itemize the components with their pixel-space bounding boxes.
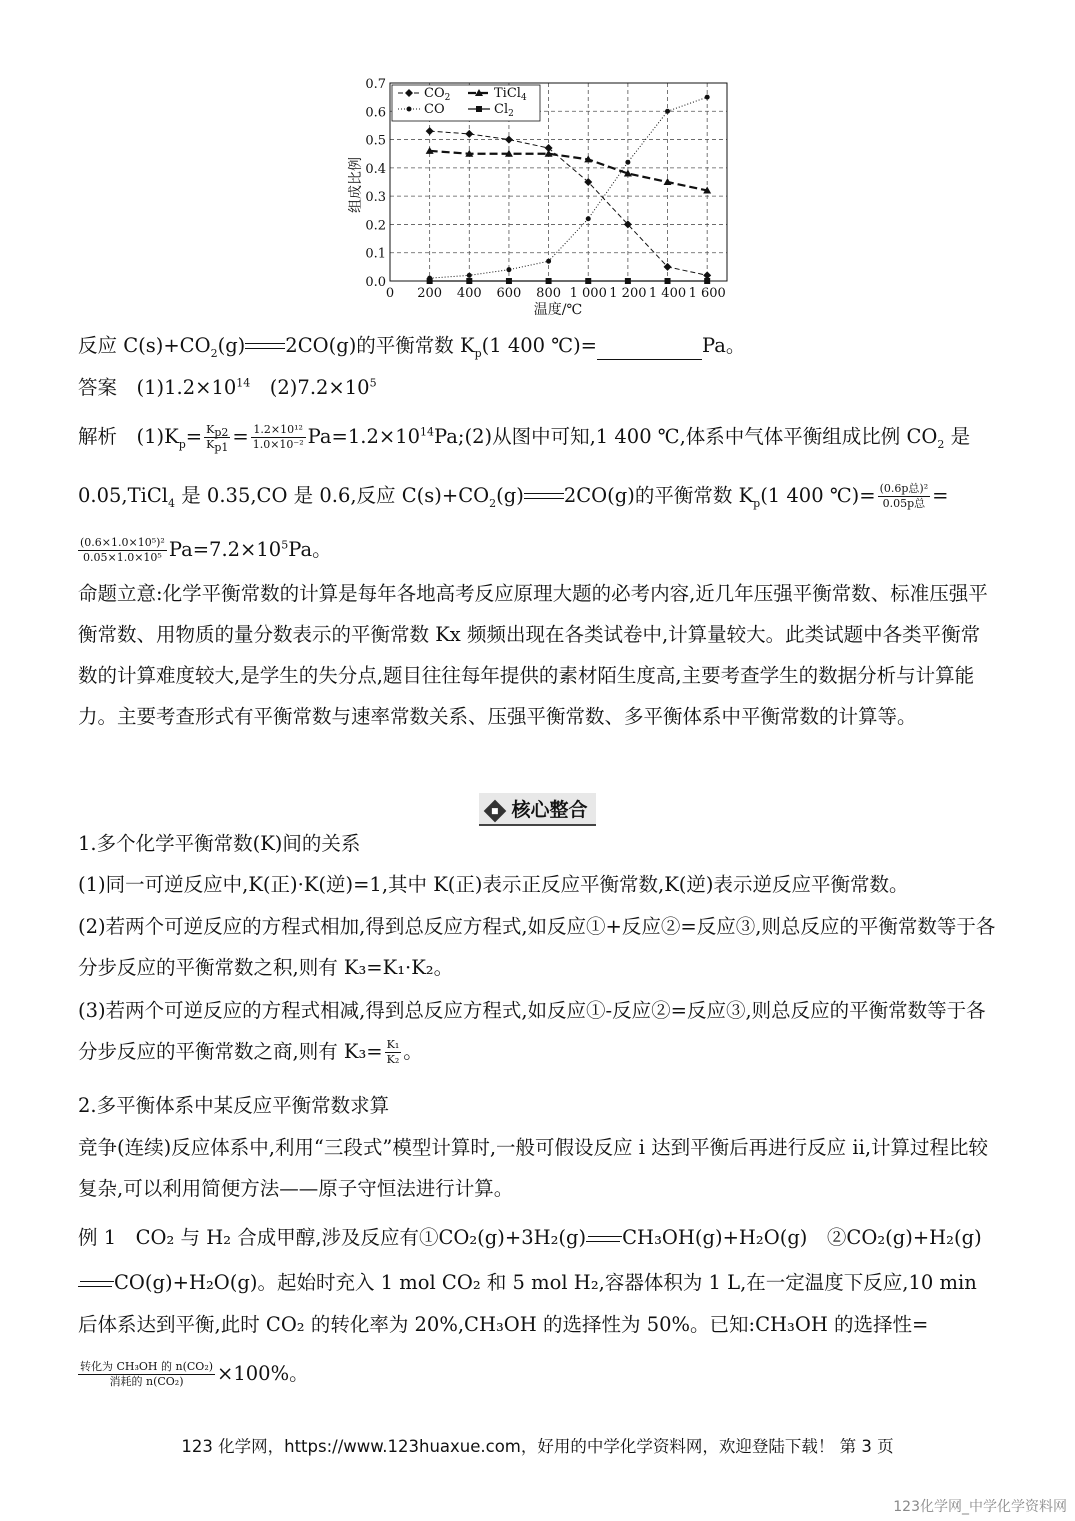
series-3-point-6 xyxy=(665,278,671,284)
line3-end: Pa。 xyxy=(288,538,332,561)
analysis-rest3: 是 xyxy=(944,425,971,448)
example-line1-b: CH₃OH(g)+H₂O(g) ②CO₂(g)+H₂(g) xyxy=(622,1226,982,1249)
page-footer: 123 化学网，https://www.123huaxue.com，好用的中学化学资料网，欢迎登陆下载！ 第 3 页 xyxy=(181,1437,894,1456)
x-tick-label-4: 800 xyxy=(536,286,562,301)
x-tick-label-1: 200 xyxy=(417,286,443,301)
reversible-arrow-2 xyxy=(78,1278,114,1290)
line2-d: (1 400 ℃)= xyxy=(760,484,876,507)
legend-label-main-2: CO xyxy=(424,102,445,117)
x-tick-label-6: 1 200 xyxy=(609,286,647,301)
legend-marker-3 xyxy=(476,106,482,112)
answer-exp2: 5 xyxy=(369,376,377,390)
y-tick-label-6: 0.6 xyxy=(365,105,386,121)
x-tick-label-5: 1 000 xyxy=(569,286,607,301)
section1-p1: (1)同一可逆反应中,K(正)·K(逆)=1,其中 K(正)表示正反应平衡常数,K(逆)表示逆反应平衡常数。 xyxy=(78,873,909,896)
example-line-3: 后体系达到平衡,此时 CO₂ 的转化率为 20%,CH₃OH 的选择性为 50%。已知:CH₃OH 的选择性= xyxy=(78,1313,929,1336)
equals-sign xyxy=(245,340,285,354)
y-tick-label-5: 0.5 xyxy=(365,133,386,149)
series-2-point-7 xyxy=(705,95,710,100)
series-2-point-3 xyxy=(546,259,551,264)
legend-label-2 xyxy=(424,102,445,117)
reversible-arrow-1 xyxy=(586,1233,622,1245)
series-line-2 xyxy=(430,97,708,278)
section1-p3-end: 。 xyxy=(403,1040,423,1063)
answer-line xyxy=(78,374,377,402)
answer-exp1: 14 xyxy=(236,376,251,390)
y-tick-label-3: 0.3 xyxy=(365,190,386,206)
analysis-rest1: Pa=1.2×10 xyxy=(307,425,421,448)
series-0-point-1 xyxy=(465,130,473,138)
y-tick-label-2: 0.2 xyxy=(365,218,386,234)
kp-ratio-fraction: $\frac{K_{p2}}{K_{p1}}$ xyxy=(206,423,229,455)
kp-numeric-fraction: $\frac{\text{(0.6×1.0×10⁵)²}}{\text{0.05×1.0×10⁵}}$ xyxy=(80,536,165,564)
analysis-label: 解析 (1)K xyxy=(78,425,179,448)
section2-title: 2.多平衡体系中某反应平衡常数求算 xyxy=(78,1094,390,1117)
question-unit: Pa。 xyxy=(702,334,746,357)
series-2-point-1 xyxy=(467,273,472,278)
series-2-point-6 xyxy=(665,109,670,114)
series-2-point-2 xyxy=(506,267,511,272)
intent-paragraph: 命题立意:化学平衡常数的计算是每年各地高考反应原理大题的必考内容,近几年压强平衡常数、标准压强平衡常数、用物质的量分数表示的平衡常数 Kx 频频出现在各类试卷中,计算量较大。此类试题中各类平衡常数的计算难度较大,是学生的失分点,题目往往每年提供的素材陌生度高,主要考查学生的数据分析与计算能力。主要考查形式有平衡常数与速率常数关系、压强平衡常数、多平衡体系中平衡常数的计算等。 xyxy=(78,582,988,728)
heading-text: 核心整合 xyxy=(511,799,588,821)
question-prefix: 反应 C(s)+CO xyxy=(78,334,211,357)
analysis-rest2: Pa;(2)从图中可知,1 400 ℃,体系中气体平衡组成比例 CO xyxy=(434,425,938,448)
x-tick-label-7: 1 400 xyxy=(648,286,687,301)
series-0-point-2 xyxy=(505,136,513,144)
chart-series xyxy=(426,95,712,284)
example-end: ×100%。 xyxy=(217,1362,309,1385)
answer-mid: (2)7.2×10 xyxy=(250,376,370,399)
selectivity-fraction: $\frac{\text{转化为 CH₃OH 的 n(CO₂)}}{\text{消耗的 n(CO₂)}}$ xyxy=(80,1360,214,1388)
example-line1-a: 例 1 CO₂ 与 H₂ 合成甲醇,涉及反应有①CO₂(g)+3H₂(g) xyxy=(78,1226,587,1249)
legend-label-main-1: TiCl xyxy=(494,86,521,101)
diamond-icon: ◆ xyxy=(484,799,507,822)
line3-rest: Pa=7.2×10 xyxy=(168,538,282,561)
k1-k2-fraction: $\frac{\text{K₁}}{\text{K₂}}$ xyxy=(386,1038,400,1066)
y-axis-label: 组成比例 xyxy=(348,157,364,213)
legend-label-main-3: Cl xyxy=(494,102,509,117)
series-2-point-5 xyxy=(625,160,630,165)
legend-label-sub-0: 2 xyxy=(444,93,451,103)
y-tick-label-7: 0.7 xyxy=(365,77,386,92)
question-line: 反应 $C(s)+CO_2(g)$ 2CO(g)的平衡常数 $K_p(1$ 400 ℃)= Pa。 xyxy=(78,334,746,360)
example-line-1 xyxy=(78,1224,982,1252)
kp-expression-fraction: $\frac{\text{(0.6p总)²}}{\text{0.05p总}}$ xyxy=(879,482,929,510)
series-3-point-1 xyxy=(466,278,472,284)
series-3-point-2 xyxy=(506,278,512,284)
series-3-point-5 xyxy=(625,278,631,284)
site-watermark: 123化学网_中学化学资料网 xyxy=(893,1499,1067,1515)
equals-sign-2 xyxy=(524,490,564,504)
section1-p2: (2)若两个可逆反应的方程式相加,得到总反应方程式,如反应①+反应②=反应③,则总反应的平衡常数等于各分步反应的平衡常数之积,则有 K₃=K₁·K₂。 xyxy=(78,915,996,979)
section1-p3-text: (3)若两个可逆反应的方程式相减,得到总反应方程式,如反应①-反应②=反应③,则总反应的平衡常数等于各分步反应的平衡常数之商,则有 K₃= xyxy=(78,999,986,1063)
question-tail: 2CO(g)的平衡常数 K xyxy=(285,334,475,357)
question-end: (1 400 ℃)= xyxy=(481,334,598,357)
y-tick-label-0: 0.0 xyxy=(365,275,386,290)
legend-label-sub-1: 4 xyxy=(520,93,527,103)
line2-a: 0.05,TiCl xyxy=(78,484,169,507)
example-line2-b: CO(g)+H₂O(g)。起始时充入 1 mol CO₂ 和 5 mol H₂,容器体积为 1 L,在一定温度下反应,10 min xyxy=(114,1271,977,1294)
series-3-point-0 xyxy=(427,278,433,284)
series-2-point-4 xyxy=(586,216,591,221)
legend-label-main-0: CO xyxy=(424,86,445,101)
x-axis-label: 温度/℃ xyxy=(533,302,583,318)
series-3-point-3 xyxy=(546,278,552,284)
series-3-point-4 xyxy=(585,278,591,284)
section2-p1: 竞争(连续)反应体系中,利用“三段式”模型计算时,一般可假设反应 i 达到平衡后再进行反应 ii,计算过程比较复杂,可以利用简便方法——原子守恒法进行计算。 xyxy=(78,1136,989,1200)
section-heading-wrap xyxy=(0,793,1075,826)
line2-b: 是 0.35,CO 是 0.6,反应 C(s)+CO xyxy=(175,484,490,507)
example-line-2 xyxy=(78,1269,977,1297)
analysis-line-3: $\frac{\text{(0.6×1.0×10⁵)²}}{\text{0.05×1.0×10⁵}}$ $Pa=7.2\times 10^5Pa$。 xyxy=(80,536,332,564)
y-tick-label-4: 0.4 xyxy=(365,161,386,177)
y-tick-labels xyxy=(365,77,386,290)
series-0-point-0 xyxy=(426,127,434,135)
line2-c: 2CO(g)的平衡常数 K xyxy=(563,484,754,507)
chart-legend xyxy=(392,85,540,121)
analysis-line-2: 0.05,TiCl$_4$ 是 0.35,CO 是 0.6,反应 $C(s)+CO_2(g)$ 2CO(g)的平衡常数 $K_p(1$ 400 ℃)= $\frac{\text{(0.6p总)²}}{\text{0.05p总}}$ = xyxy=(78,482,949,510)
example-line-4 xyxy=(78,1360,309,1389)
kp-value-fraction: $\frac{\text{1.2×10¹²}}{\text{1.0×10⁻²}}$ xyxy=(252,423,304,451)
y-tick-label-1: 0.1 xyxy=(365,246,386,262)
x-tick-labels xyxy=(386,286,726,301)
series-3-point-7 xyxy=(704,278,710,284)
section1-p3 xyxy=(78,990,998,1072)
legend-label-sub-3: 2 xyxy=(508,109,514,119)
section1-title: 1.多个化学平衡常数(K)间的关系 xyxy=(78,832,361,855)
x-tick-label-8: 1 600 xyxy=(688,286,726,301)
analysis-line-1: 解析 $(1)K_p=$ $\frac{K_{p2}}{K_{p1}}$ = $\frac{\text{1.2×10¹²}}{\text{1.0×10⁻²}}$ $Pa=1.2\times 10^{14}Pa;(2)$从图中可知,1 400 ℃,体系中气体平衡组成比例 $CO_2$ 是 xyxy=(78,423,971,455)
x-tick-label-2: 400 xyxy=(456,286,482,301)
composition-chart xyxy=(330,70,750,320)
section-heading xyxy=(479,793,595,826)
x-tick-label-3: 600 xyxy=(496,286,522,301)
legend-marker-2 xyxy=(407,107,412,112)
answer-text: 答案 (1)1.2×10 xyxy=(78,376,237,399)
x-tick-label-0: 0 xyxy=(385,286,395,301)
answer-blank[interactable] xyxy=(597,341,702,360)
